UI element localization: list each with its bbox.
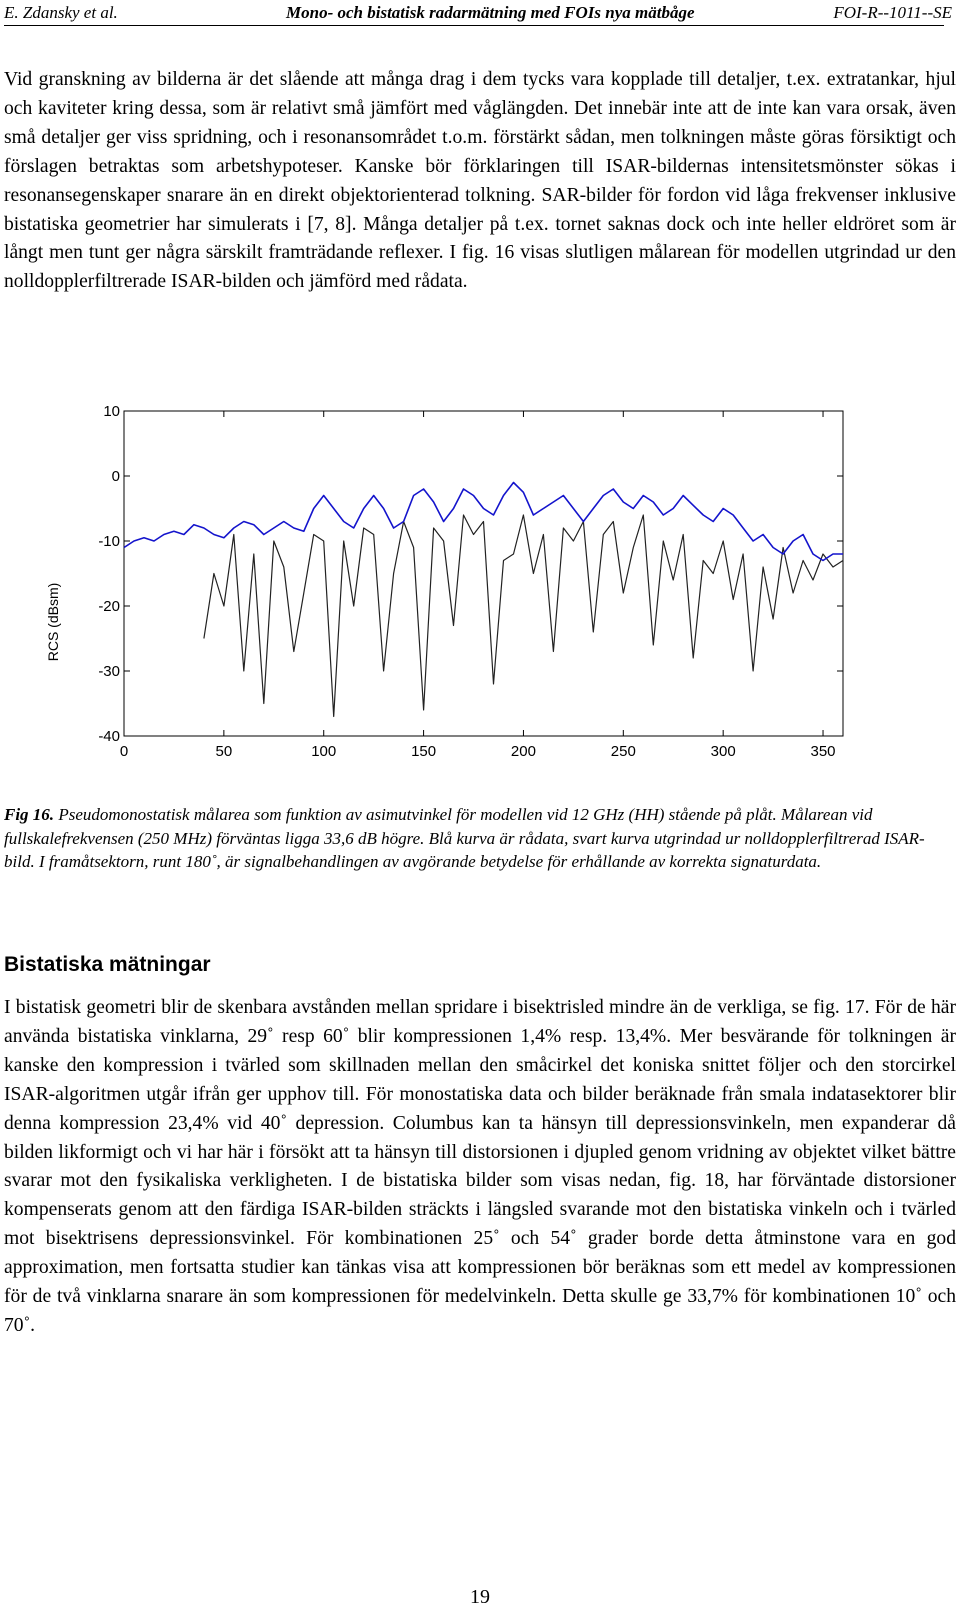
y-axis-label: RCS (dBsm) bbox=[45, 582, 61, 662]
y-tick-label: -40 bbox=[98, 728, 120, 745]
figure-label: Fig 16. bbox=[4, 805, 55, 824]
body-paragraph-2: I bistatisk geometri blir de skenbara avstånden mellan spridare i bisektrisled mindre än de verkliga, se fig. 17. För de här använda bistatiska vinklarna, 29˚ resp 60˚ blir kompressionen 1,4% resp. 13,4%. Mer besvärande för tolkningen är kanske den kompression i tvärled som skillnaden mellan den småcirkel det koniska snittet följer och den storcirkel ISAR-algoritmen utgår ifrån ger upphov till. För monostatiska data och bilder beräknade från smala indatasektorer blir denna kompression 23,4% vid 40˚ depression. Columbus kan ta hänsyn till depressionsvinkeln, men expanderar då bilden likformigt och vi har här i försökt att ta hänsyn till distorsionen i djupled genom vridning av objektet vilket bättre svarar mot den fysikaliska verkligheten. I de bistatiska bilder som visas nedan, fig. 18, har förväntade distorsioner kompenserats genom att den färdiga ISAR-bilden sträckts i längsled svarande mot den bistatiska vinkeln och i tvärled mot bisektrisens depressionsvinkel. För kombinationen 25˚ och 54˚ grader borde detta åtminstone vara en god approximation, men fortsatta studier kan tänkas visa att kompressionen bör beräknas som ett medel av kompressionen för de två vinklarna snarare än som kompressionen för medelvinkeln. Detta skulle ge 33,7% för kombinationen 10˚ och 70˚. bbox=[4, 997, 956, 1336]
y-tick-label: -30 bbox=[98, 663, 120, 680]
header-report-id: FOI-R--1011--SE bbox=[833, 3, 952, 22]
page-header bbox=[4, 0, 952, 28]
rcs-figure bbox=[0, 400, 870, 790]
plot-area bbox=[124, 411, 843, 736]
page-number: 19 bbox=[470, 1586, 490, 1608]
x-tick-label: 250 bbox=[610, 743, 636, 760]
y-axis-label-group bbox=[45, 583, 61, 662]
figure-caption-text: Pseudomonostatisk målarea som funktion av asimutvinkel för modellen vid 12 GHz (HH) stående på plåt. Målarean vid fullskalefrekvensen (250 MHz) förväntas ligga 33,6 dB högre. Blå kurva är rådata, svart kurva utgrindad ur nolldopplerfiltrerad ISAR-bild. I framåtsektorn, runt 180˚, är signalbehandlingen av avgörande betydelse för erhållande av korrekta signaturdata. bbox=[4, 805, 925, 871]
x-tick-label: 0 bbox=[119, 743, 129, 760]
header-author: E. Zdansky et al. bbox=[4, 3, 118, 22]
x-tick-label: 50 bbox=[215, 743, 233, 760]
x-tick-label: 350 bbox=[810, 743, 836, 760]
y-tick-label: -20 bbox=[98, 598, 120, 615]
x-tick-label: 150 bbox=[411, 743, 437, 760]
y-tick-label: -10 bbox=[98, 533, 120, 550]
header-title: Mono- och bistatisk radarmätning med FOIs nya mätbåge bbox=[286, 3, 695, 22]
x-tick-label: 200 bbox=[510, 743, 536, 760]
x-tick-label: 100 bbox=[311, 743, 337, 760]
section-heading: Bistatiska mätningar bbox=[4, 953, 211, 976]
body-paragraph-1: Vid granskning av bilderna är det slående att många drag i dem tycks vara kopplade till detaljer, t.ex. extratankar, hjul och kaviteter kring dessa, som är relativt små jämfört med våglängden. Det innebär inte att de inte kan vara orsak, även små detaljer ger viss spridning, och i resonansområdet t.o.m. förstärkt sådan, men tolkningen måste göras försiktigt och förslagen betraktas som arbetshypoteser. Kanske bör förklaringen till ISAR-bildernas intensitetsmönster sökas i resonansegenskaper snarare än en direkt objektorienterad tolkning. SAR-bilder för fordon vid låga frekvenser inklusive bistatiska geometrier har simulerats i [7, 8]. Många detaljer på t.ex. tornet saknas dock och inte heller eldröret som är långt men tunt ger några särskilt framträdande reflexer. I fig. 16 visas slutligen målarean för modellen utgrindad ur den nolldopplerfiltrerade ISAR-bilden och jämförd med rådata. bbox=[4, 69, 956, 293]
y-tick-label: 0 bbox=[111, 468, 120, 485]
x-tick-label: 300 bbox=[710, 743, 736, 760]
figure-caption bbox=[4, 803, 954, 874]
y-tick-label: 10 bbox=[103, 403, 120, 420]
header-rule bbox=[4, 25, 944, 26]
rcs-chart bbox=[0, 400, 870, 790]
